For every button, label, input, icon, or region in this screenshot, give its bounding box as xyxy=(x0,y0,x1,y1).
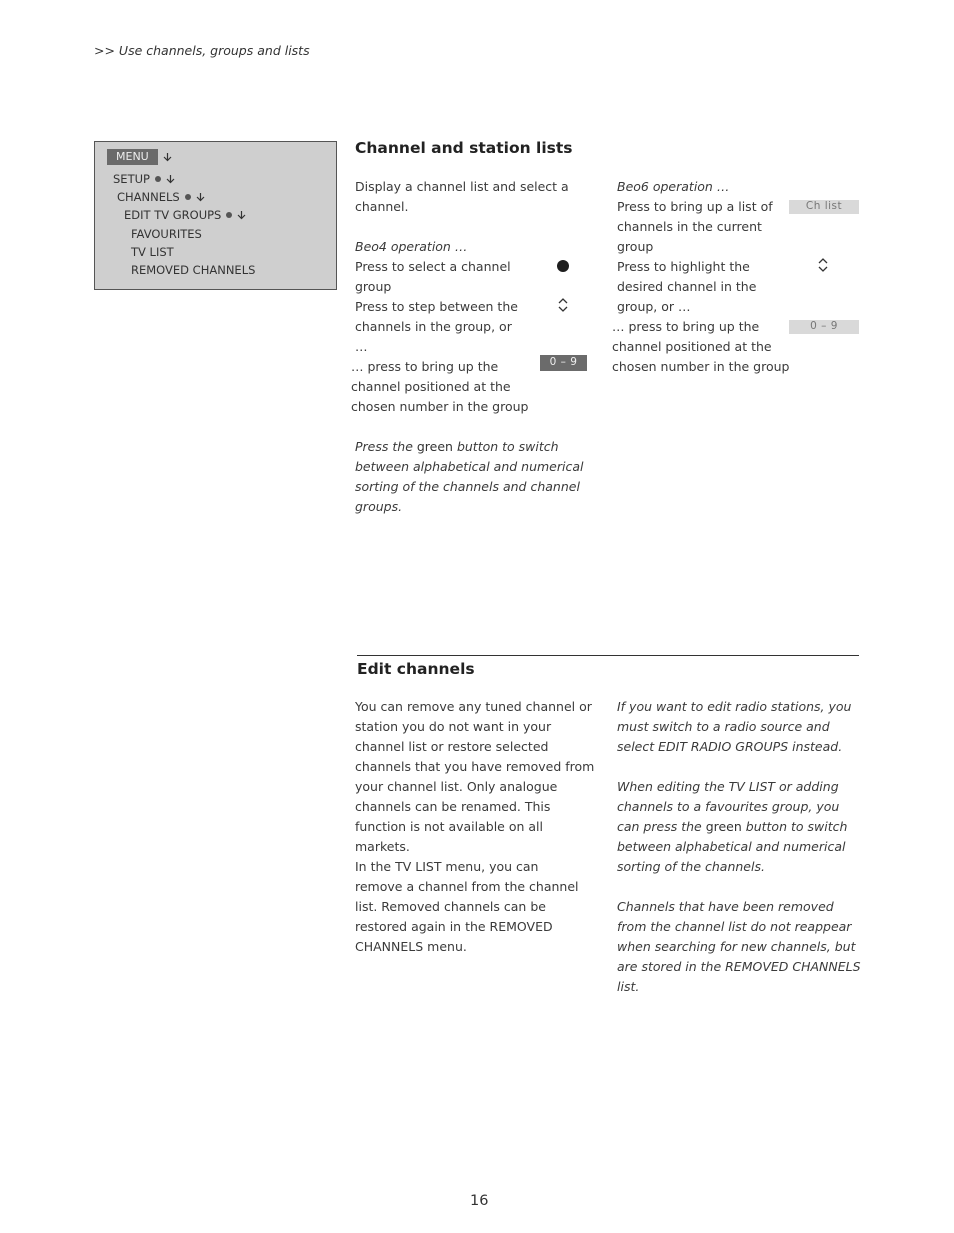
chevron-down-icon xyxy=(166,174,175,184)
edit-note-radio: If you want to edit radio stations, you must switch to a radio source and select EDIT RADIO GROUPS instead. xyxy=(617,699,852,754)
menu-item-channels xyxy=(117,190,205,204)
beo4-step-number: … press to bring up the channel positioned at the chosen number in the group xyxy=(351,359,529,414)
up-down-arrows-icon xyxy=(557,298,569,312)
edit-para-1: You can remove any tuned channel or station you do not want in your channel list or restore selected channels that you have removed from your channel list. Only analogue channels can be renamed. This function is not available on all markets. xyxy=(355,699,595,854)
menu-label: MENU xyxy=(107,149,158,165)
beo4-step-select-group: Press to select a channel group xyxy=(355,259,511,294)
beo4-heading: Beo4 operation … xyxy=(355,239,468,254)
edit-note-green xyxy=(617,777,862,877)
menu-item-tv-list xyxy=(131,245,174,259)
up-down-arrows-icon xyxy=(817,258,829,272)
channels-label: CHANNELS xyxy=(117,190,180,204)
beo4-green-note xyxy=(355,437,595,517)
section-title-edit-channels: Edit channels xyxy=(357,660,475,678)
chevron-down-icon xyxy=(163,152,172,162)
favourites-label: FAVOURITES xyxy=(131,227,202,241)
section-divider xyxy=(357,655,859,656)
intro-text: Display a channel list and select a channel. xyxy=(355,179,569,214)
beo6-step-highlight: Press to highlight the desired channel in the group, or … xyxy=(617,259,757,314)
breadcrumb: >> Use channels, groups and lists xyxy=(94,43,310,58)
beo6-heading: Beo6 operation … xyxy=(617,179,730,194)
removed-channels-label: REMOVED CHANNELS xyxy=(131,263,256,277)
menu-item-edit-tv-groups xyxy=(124,208,246,222)
menu-item-favourites xyxy=(131,227,202,241)
chevron-down-icon xyxy=(196,192,205,202)
edit-note-removed: Channels that have been removed from the channel list do not reappear when searching for new channels, but are stored in the REMOVED CHANNELS list. xyxy=(617,899,861,994)
green-button-word: green xyxy=(705,819,742,834)
menu-item-menu xyxy=(107,149,172,165)
note-text-before: When editing the TV LIST or adding channels to a favourites group, you can press the xyxy=(617,779,840,834)
menu-item-setup xyxy=(113,172,175,186)
tv-list-label: TV LIST xyxy=(131,245,174,259)
menu-item-removed-channels xyxy=(131,263,255,277)
section-title-channel-lists: Channel and station lists xyxy=(355,139,573,157)
centre-button-icon xyxy=(557,260,569,272)
beo6-step-list: Press to bring up a list of channels in the current group xyxy=(617,199,773,254)
note-text-after: button to switch between alphabetical and numerical sorting of the channels. xyxy=(617,819,848,874)
key-0-9-dark: 0 – 9 xyxy=(540,355,587,371)
beo6-step-number: … press to bring up the channel positioned at the chosen number in the group xyxy=(612,319,790,374)
green-button-word: green xyxy=(416,439,453,454)
note-text-after: button to switch between alphabetical and numerical sorting of the channels and channel groups. xyxy=(355,439,584,514)
beo4-step-step-channels: Press to step between the channels in the group, or … xyxy=(355,299,518,354)
key-ch-list: Ch list xyxy=(789,200,859,214)
select-dot-icon xyxy=(185,194,191,200)
note-text-before: Press the xyxy=(355,439,417,454)
setup-label: SETUP xyxy=(113,172,150,186)
edit-tv-groups-label: EDIT TV GROUPS xyxy=(124,208,222,222)
key-0-9-light: 0 – 9 xyxy=(789,320,859,334)
select-dot-icon xyxy=(155,176,161,182)
select-dot-icon xyxy=(226,212,232,218)
page-number: 16 xyxy=(470,1193,489,1209)
menu-tree-panel xyxy=(94,141,337,290)
chevron-down-icon xyxy=(237,210,246,220)
edit-para-2: In the TV LIST menu, you can remove a channel from the channel list. Removed channels can be restored again in the REMOVED CHANNELS menu. xyxy=(355,859,579,954)
